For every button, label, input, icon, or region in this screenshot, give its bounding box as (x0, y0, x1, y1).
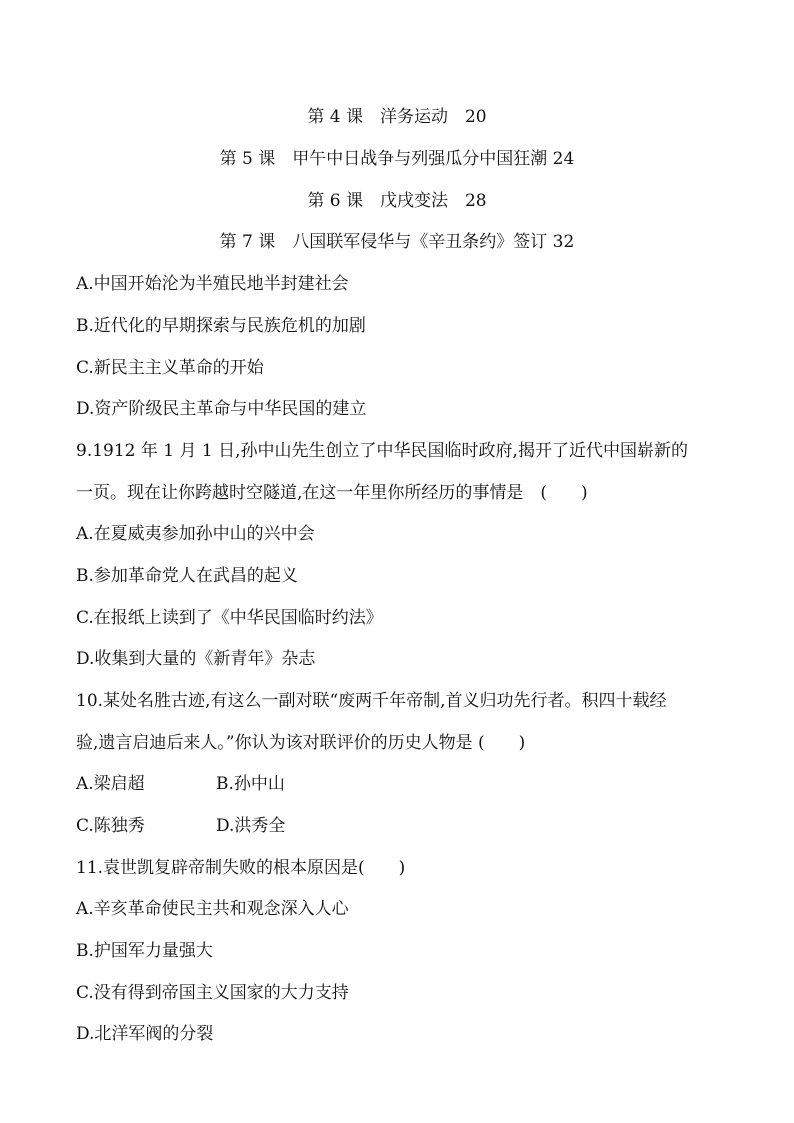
q10-option-c: C.陈独秀 (76, 816, 145, 836)
toc-line-lesson-4: 第 4 课 洋务运动 20 (307, 107, 487, 127)
q8-option-a: A.中国开始沦为半殖民地半封建社会 (76, 274, 349, 294)
q9-stem-line-2: 一页。现在让你跨越时空隧道,在这一年里你所经历的事情是 ( ) (76, 483, 588, 503)
q11-stem: 11.袁世凯复辟帝制失败的根本原因是( ) (76, 858, 406, 878)
q9-option-a: A.在夏威夷参加孙中山的兴中会 (76, 524, 315, 544)
toc-line-lesson-5: 第 5 课 甲午中日战争与列强瓜分中国狂潮 24 (219, 149, 575, 169)
toc-line-lesson-7: 第 7 课 八国联军侵华与《辛丑条约》签订 32 (219, 232, 575, 252)
q8-option-d: D.资产阶级民主革命与中华民国的建立 (76, 399, 367, 419)
q10-stem-line-2: 验,遗言启迪后来人。”你认为该对联评价的历史人物是 ( ) (76, 733, 526, 753)
q10-option-d: D.洪秀全 (216, 816, 286, 836)
q11-option-c: C.没有得到帝国主义国家的大力支持 (76, 983, 349, 1003)
q8-option-c: C.新民主主义革命的开始 (76, 358, 264, 378)
q10-option-a: A.梁启超 (76, 774, 145, 794)
q8-option-b: B.近代化的早期探索与民族危机的加剧 (76, 316, 366, 336)
q11-option-d: D.北洋军阀的分裂 (76, 1024, 214, 1044)
q10-option-b: B.孙中山 (216, 774, 285, 794)
q9-option-b: B.参加革命党人在武昌的起义 (76, 566, 298, 586)
q10-stem-line-1: 10.某处名胜古迹,有这么一副对联“废两千年帝制,首义归功先行者。积四十载经 (76, 691, 667, 711)
toc-line-lesson-6: 第 6 课 戊戌变法 28 (307, 191, 487, 211)
q9-option-c: C.在报纸上读到了《中华民国临时约法》 (76, 608, 383, 628)
q11-option-a: A.辛亥革命使民主共和观念深入人心 (76, 899, 349, 919)
q9-stem-line-1: 9.1912 年 1 月 1 日,孙中山先生创立了中华民国临时政府,揭开了近代中国崭新的 (76, 441, 688, 461)
q11-option-b: B.护国军力量强大 (76, 941, 213, 961)
q9-option-d: D.收集到大量的《新青年》杂志 (76, 649, 316, 669)
